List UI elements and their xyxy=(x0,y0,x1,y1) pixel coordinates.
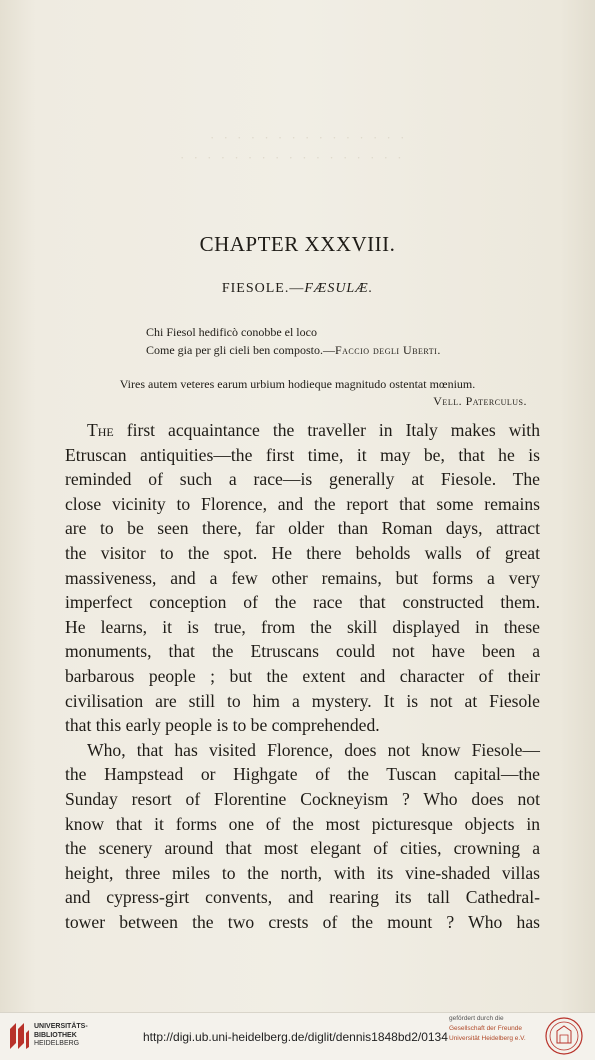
text-line: that this early people is to be comprehended. xyxy=(65,715,380,736)
library-name-line: HEIDELBERG xyxy=(34,1040,80,1047)
first-word: The xyxy=(87,420,114,440)
line-text: first acquaintance the traveller in Italy makes with xyxy=(113,420,540,440)
permalink-url[interactable]: http://digi.ub.uni-heidelberg.de/diglit/dennis1848bd2/0134 xyxy=(143,1030,448,1044)
text-line: Etruscan antiquities—the first time, it may be, that he is xyxy=(65,444,540,465)
text-line: massiveness, and a few other remains, but forms a very xyxy=(65,567,540,588)
body-text xyxy=(65,418,540,934)
text-line xyxy=(65,418,540,443)
verse-line xyxy=(146,341,441,359)
sponsor-name: Universität Heidelberg e.V. xyxy=(449,1035,526,1042)
sponsor-name: Gesellschaft der Freunde xyxy=(449,1025,522,1032)
text-line: reminded of such a race—is generally at Fiesole. The xyxy=(65,469,540,490)
verse-epigraph xyxy=(146,323,441,359)
text-line: civilisation are still to him a mystery. It is not at Fiesole xyxy=(65,690,540,711)
text-line: Who, that has visited Florence, does not know Fiesole— xyxy=(87,739,540,760)
section-title xyxy=(0,281,595,297)
text-line: the Hampstead or Highgate of the Tuscan capital—the xyxy=(65,764,540,785)
text-line: tower between the two crests of the mount ? Who has xyxy=(65,911,540,932)
section-title-plain: FIESOLE.— xyxy=(221,281,305,296)
text-line: close vicinity to Florence, and the report that some remains xyxy=(65,493,540,514)
text-line: imperfect conception of the race that constructed them. xyxy=(65,592,540,613)
library-name-line: UNIVERSITÄTS- xyxy=(34,1023,88,1030)
section-title-italic: FÆSULÆ. xyxy=(304,281,374,296)
verse-line: Chi Fiesol hedificò conobbe el loco xyxy=(146,325,317,339)
text-line: height, three miles to the north, with its vine-shaded villas xyxy=(65,862,540,883)
show-through-text: · · · · · · · · · · · · · · · xyxy=(210,130,408,145)
paragraph xyxy=(65,738,540,935)
text-line: the scenery around that most elegant of cities, crowning a xyxy=(65,838,540,859)
text-line: He learns, it is true, from the skill displayed in these xyxy=(65,616,540,637)
show-through-text: · · · · · · · · · · · · · · · · · xyxy=(180,150,405,165)
library-name-line: BIBLIOTHEK xyxy=(34,1031,77,1039)
university-seal-icon xyxy=(545,1017,583,1055)
text-line: monuments, that the Etruscans could not have been a xyxy=(65,641,540,662)
library-name xyxy=(34,1023,88,1049)
text-line: and cypress-girt convents, and rearing its tall Cathedral- xyxy=(65,887,540,908)
latin-epigraph-attribution: Vell. Paterculus. xyxy=(433,394,527,408)
text-line: are to be seen there, far older than Roman days, attract xyxy=(65,518,540,539)
paragraph xyxy=(65,418,540,738)
text-line: the visitor to the spot. He there beholds walls of great xyxy=(65,542,540,563)
verse-attribution: Faccio degli Uberti. xyxy=(334,343,441,357)
text-line: barbarous people ; but the extent and character of their xyxy=(65,665,540,686)
text-line: know that it forms one of the most picturesque objects in xyxy=(65,813,540,834)
chapter-title: CHAPTER XXXVIII. xyxy=(199,232,396,256)
latin-epigraph: Vires autem veteres earum urbium hodieque magnitudo ostentat mœnium. xyxy=(119,377,476,391)
verse-line-text: Come gia per gli cieli ben composto.— xyxy=(146,343,335,357)
university-library-logo-icon xyxy=(8,1021,30,1051)
sponsor-credit xyxy=(449,1014,526,1044)
sponsor-label: gefördert durch die xyxy=(449,1015,504,1022)
text-line: Sunday resort of Florentine Cockneyism ? Who does not xyxy=(65,788,540,809)
